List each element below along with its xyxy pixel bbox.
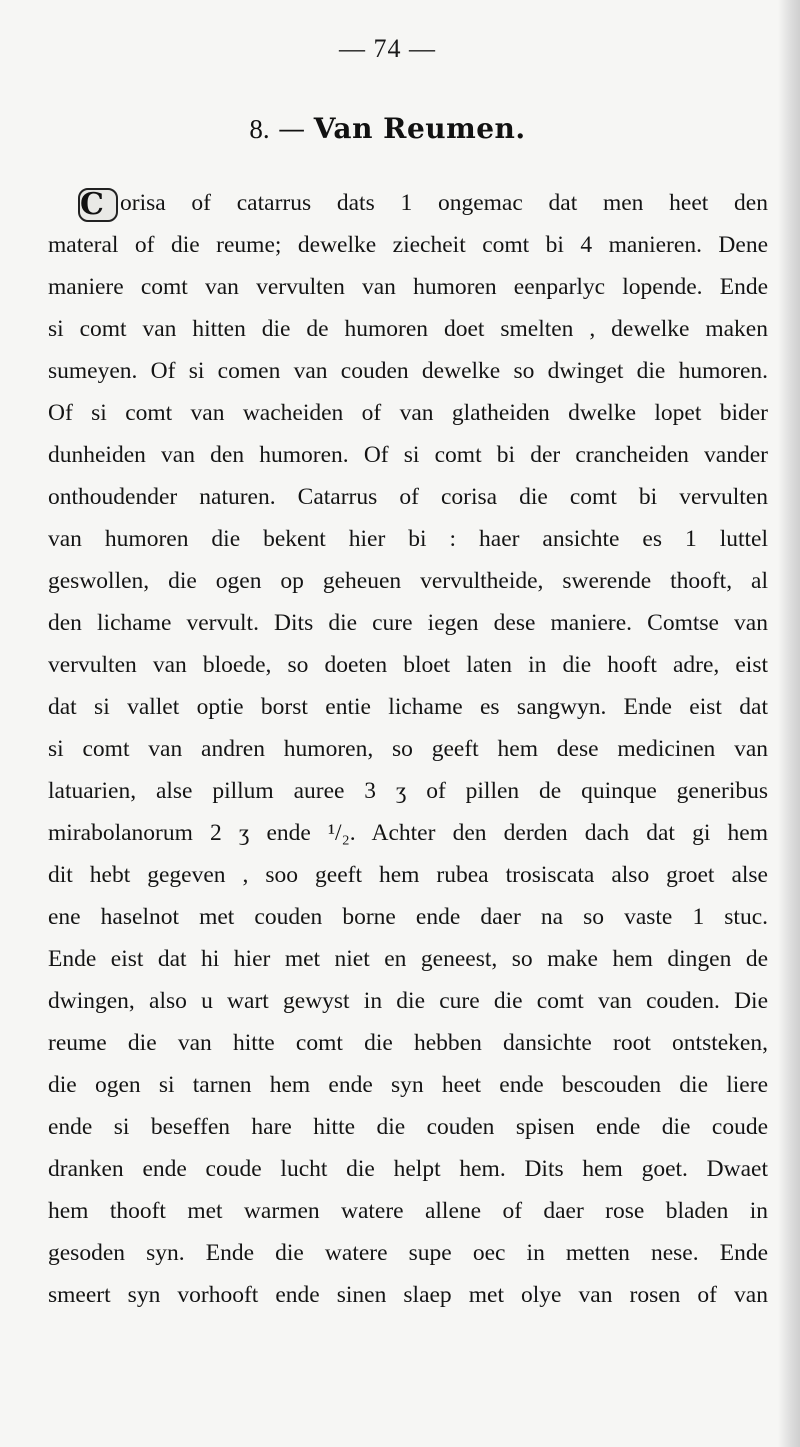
text-line: dranken ende coude lucht die helpt hem. Dits hem goet. Dwaet — [48, 1156, 768, 1182]
text-line: van humoren die bekent hier bi : haer ansichte es 1 luttel — [48, 526, 768, 552]
page-edge-shadow — [778, 0, 800, 1447]
text-line: vervulten van bloede, so doeten bloet laten in die hooft adre, eist — [48, 652, 768, 678]
text-line: hem thooft met warmen watere allene of daer rose bladen in — [48, 1198, 768, 1224]
text-line: ende si beseffen hare hitte die couden spisen ende die coude — [48, 1114, 768, 1140]
text-line: geswollen, die ogen op geheuen vervultheide, swerende thooft, al — [48, 568, 768, 594]
text-line: dunheiden van den humoren. Of si comt bi der crancheiden vander — [48, 442, 768, 468]
text-line: reume die van hitte comt die hebben dansichte root ontsteken, — [48, 1030, 768, 1056]
text-line: dwingen, also u wart gewyst in die cure die comt van couden. Die — [48, 988, 768, 1014]
text-line: onthoudender naturen. Catarrus of corisa die comt bi vervulten — [48, 484, 768, 510]
text-line: gesoden syn. Ende die watere supe oec in metten nese. Ende — [48, 1240, 768, 1266]
text-line: maniere comt van vervulten van humoren eenparlyc lopende. Ende — [48, 274, 768, 300]
section-number: 8. — [249, 114, 270, 144]
text-line: C orisa of catarrus dats 1 ongemac dat men heet den — [80, 186, 768, 222]
text-line: dit hebt gegeven , soo geeft hem rubea trosiscata also groet alse — [48, 862, 768, 888]
text-line: mirabolanorum 2 ʒ ende ¹/₂. Achter den derden dach dat gi hem — [48, 820, 768, 846]
text-line: smeert syn vorhooft ende sinen slaep met olye van rosen of van — [48, 1282, 768, 1308]
text-line: Ende eist dat hi hier met niet en geneest, so make hem dingen de — [48, 946, 768, 972]
text-line: materal of die reume; dewelke ziecheit comt bi 4 manieren. Dene — [48, 232, 768, 258]
text-line: ene haselnot met couden borne ende daer na so vaste 1 stuc. — [48, 904, 768, 930]
decorated-initial: C — [78, 188, 118, 222]
text-line: latuarien, alse pillum auree 3 ʒ of pillen de quinque generibus — [48, 778, 768, 804]
section-title: Van Reumen. — [313, 112, 526, 145]
page-number: — 74 — — [339, 34, 436, 63]
text-line: den lichame vervult. Dits die cure iegen dese maniere. Comtse van — [48, 610, 768, 636]
body-text — [48, 182, 768, 1316]
text-line: die ogen si tarnen hem ende syn heet ende bescouden die liere — [48, 1072, 768, 1098]
text-line: si comt van hitten die de humoren doet smelten , dewelke maken — [48, 316, 768, 342]
text-line: dat si vallet optie borst entie lichame es sangwyn. Ende eist dat — [48, 694, 768, 720]
heading-dash: — — [278, 114, 306, 145]
text-line: si comt van andren humoren, so geeft hem dese medicinen van — [48, 736, 768, 762]
text-line: Of si comt van wacheiden of van glatheiden dwelke lopet bider — [48, 400, 768, 426]
text-line: sumeyen. Of si comen van couden dewelke so dwinget die humoren. — [48, 358, 768, 384]
section-heading — [0, 112, 775, 145]
